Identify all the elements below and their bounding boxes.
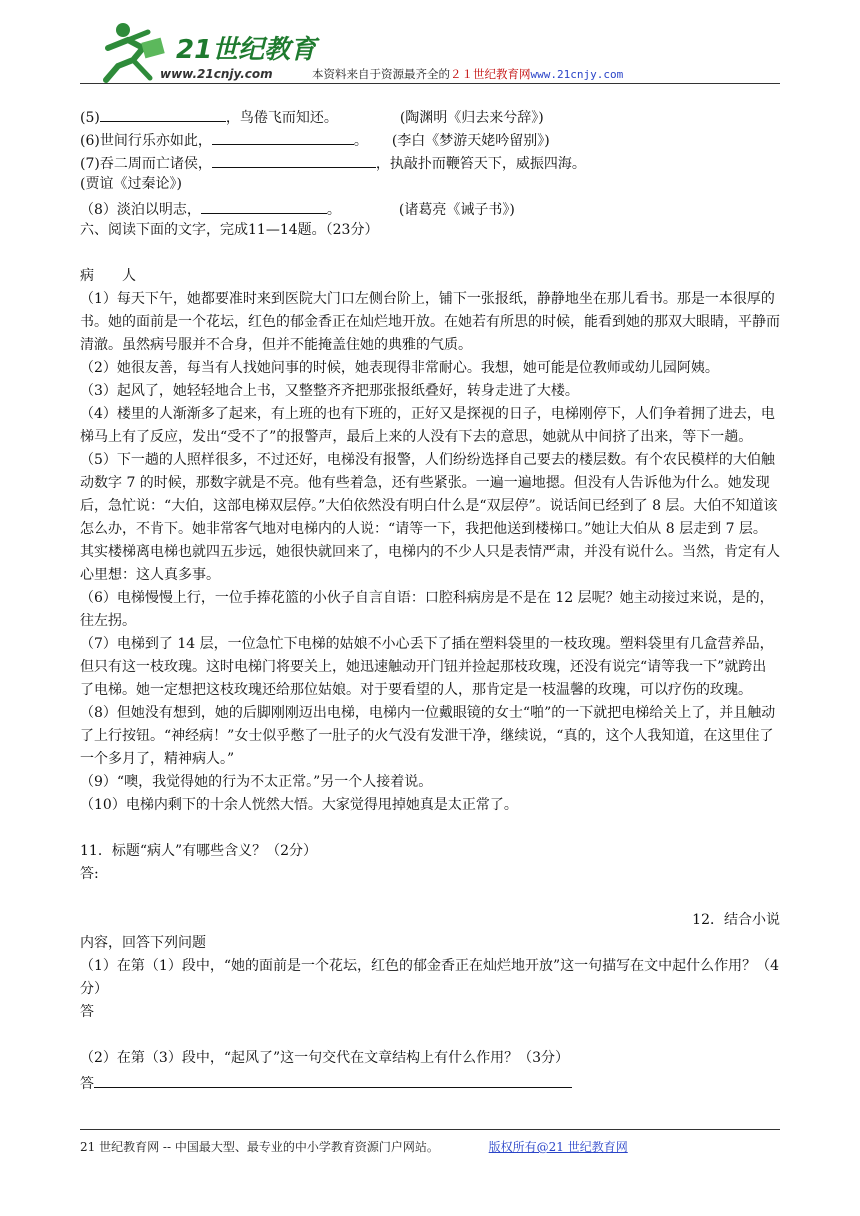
section-heading: 六、阅读下面的文字，完成11—14题。（23分） <box>80 222 379 238</box>
paragraph: （1）每天下午，她都要准时来到医院大门口左侧台阶上，铺下一张报纸，静静地坐在那儿看书。那是一本很厚的书。她的面前是一个花坛，红色的郁金香正在灿烂地开放。在她若有所思的时候，能看到她的那双大眼睛，平静而清澈。虽然病号服并不合身，但并不能掩盖住她的典雅的气质。 <box>80 291 780 353</box>
answer-blank[interactable] <box>212 127 354 145</box>
question-12-heading: 12．结合小说 <box>692 912 780 928</box>
question-11: 11．标题“病人”有哪些含义？（2分） <box>80 843 318 859</box>
footer-rule <box>80 1129 780 1130</box>
answer-blank[interactable] <box>201 196 327 214</box>
question-12-2: （2）在第（3）段中，“起风了”这一句交代在文章结构上有什么作用？（3分） <box>80 1050 570 1066</box>
document-body <box>80 104 780 1093</box>
header-rule <box>80 83 780 84</box>
source-brand: ２１世纪教育网 <box>450 67 531 81</box>
item-5: (5) ，鸟倦飞而知还。 (陶渊明《归去来兮辞》) <box>80 104 780 127</box>
paragraph: （4）楼里的人渐渐多了起来，有上班的也有下班的，正好又是探视的日子，电梯刚停下，人们争着拥了进去，电梯马上有了反应，发出“受不了”的报警声，最后上来的人没有下去的意思，她就从中间挤了出来，等下一趟。 <box>80 406 775 445</box>
question-12-1: （1）在第（1）段中，“她的面前是一个花坛，红色的郁金香正在灿烂地开放”这一句描写在文中起什么作用？（4分） <box>80 958 780 997</box>
paragraph: （7）电梯到了 14 层，一位急忙下电梯的姑娘不小心丢下了插在塑料袋里的一枝玫瑰。塑料袋里有几盒营养品，但只有这一枝玫瑰。这时电梯门将要关上，她迅速触动开门钮并捡起那枝玫瑰，还没有说完“请等我一下”就跨出了电梯。她一定想把这枝玫瑰还给那位姑娘。对于要看望的人，那肯定是一枝温馨的玫瑰，可以疗伤的玫瑰。 <box>80 636 774 698</box>
paragraph: （2）她很友善，每当有人找她问事的时候，她表现得非常耐心。我想，她可能是位教师或幼儿园阿姨。 <box>80 360 719 376</box>
paragraph: （10）电梯内剩下的十余人恍然大悟。大家觉得甩掉她真是太正常了。 <box>80 797 518 813</box>
answer-blank[interactable] <box>94 1070 572 1088</box>
paragraph: （3）起风了，她轻轻地合上书，又整整齐齐把那张报纸叠好，转身走进了大楼。 <box>80 383 579 399</box>
question-12-continuation: 内容，回答下列问题 <box>80 935 206 951</box>
svg-text:www.21cnjy.com: www.21cnjy.com <box>160 67 273 81</box>
paragraph: （9）“噢，我觉得她的行为不太正常。”另一个人接着说。 <box>80 774 433 790</box>
answer-line: 答 <box>80 1070 780 1093</box>
paragraph: （8）但她没有想到，她的后脚刚刚迈出电梯，电梯内一位戴眼镜的女士“啪”的一下就把电梯给关上了，并且触动了上行按钮。“神经病！”女士似乎憋了一肚子的火气没有发泄干净，继续说，“真的，这个人我知道，在这里住了一个多月了，精神病人。” <box>80 705 776 767</box>
paragraph: （6）电梯慢慢上行，一位手捧花篮的小伙子自言自语：口腔科病房是不是在 12 层呢？她主动接过来说，是的，往左拐。 <box>80 590 774 629</box>
answer-label: 答 <box>80 1004 94 1020</box>
paragraph: （5）下一趟的人照样很多，不过还好，电梯没有报警，人们纷纷选择自己要去的楼层数。有个农民模样的大伯触动数字 7 的时候，那数字就是不亮。他有些着急，还有些紧张。一遍一遍地摁。但没有人告诉他为什么。她发现后，急忙说：“大伯，这部电梯双层停。”大伯依然没有明白什么是“双层停”。说话间已经到了 8 层。大伯不知道该怎么办，不肯下。她非常客气地对电梯内的人说：“请等一下，我把他送到楼梯口。”她让大伯从 8 层走到 7 层。其实楼梯离电梯也就四五步远，她很快就回来了，电梯内的不少人只是表情严肃，并没有说什么。当然，肯定有人心里想：这人真多事。 <box>80 452 780 583</box>
source-url[interactable]: www.21cnjy.com <box>530 68 624 81</box>
footer-text: 21 世纪教育网 -- 中国最大型、最专业的中小学教育资源门户网站。 <box>80 1140 439 1154</box>
item-6: (6)世间行乐亦如此， 。 (李白《梦游天姥吟留别》) <box>80 127 780 150</box>
header-source-text: 本资料来自于资源最齐全的２１世纪教育网www.21cnjy.com <box>312 67 624 81</box>
item-8: （8）淡泊以明志， 。 (诸葛亮《诫子书》) <box>80 196 780 219</box>
svg-text:21世纪教育: 21世纪教育 <box>176 35 317 65</box>
answer-blank[interactable] <box>212 150 376 168</box>
answer-label: 答: <box>80 866 99 882</box>
item-7-source: (贾谊《过秦论》) <box>80 176 182 192</box>
item-7: (7)吞二周而亡诸侯， ，执敲扑而鞭笞天下，威振四海。 <box>80 150 780 173</box>
page-footer <box>80 1138 628 1155</box>
copyright-link[interactable]: 版权所有@21 世纪教育网 <box>488 1140 628 1154</box>
story-title: 病 人 <box>80 268 136 284</box>
answer-blank[interactable] <box>100 104 226 122</box>
